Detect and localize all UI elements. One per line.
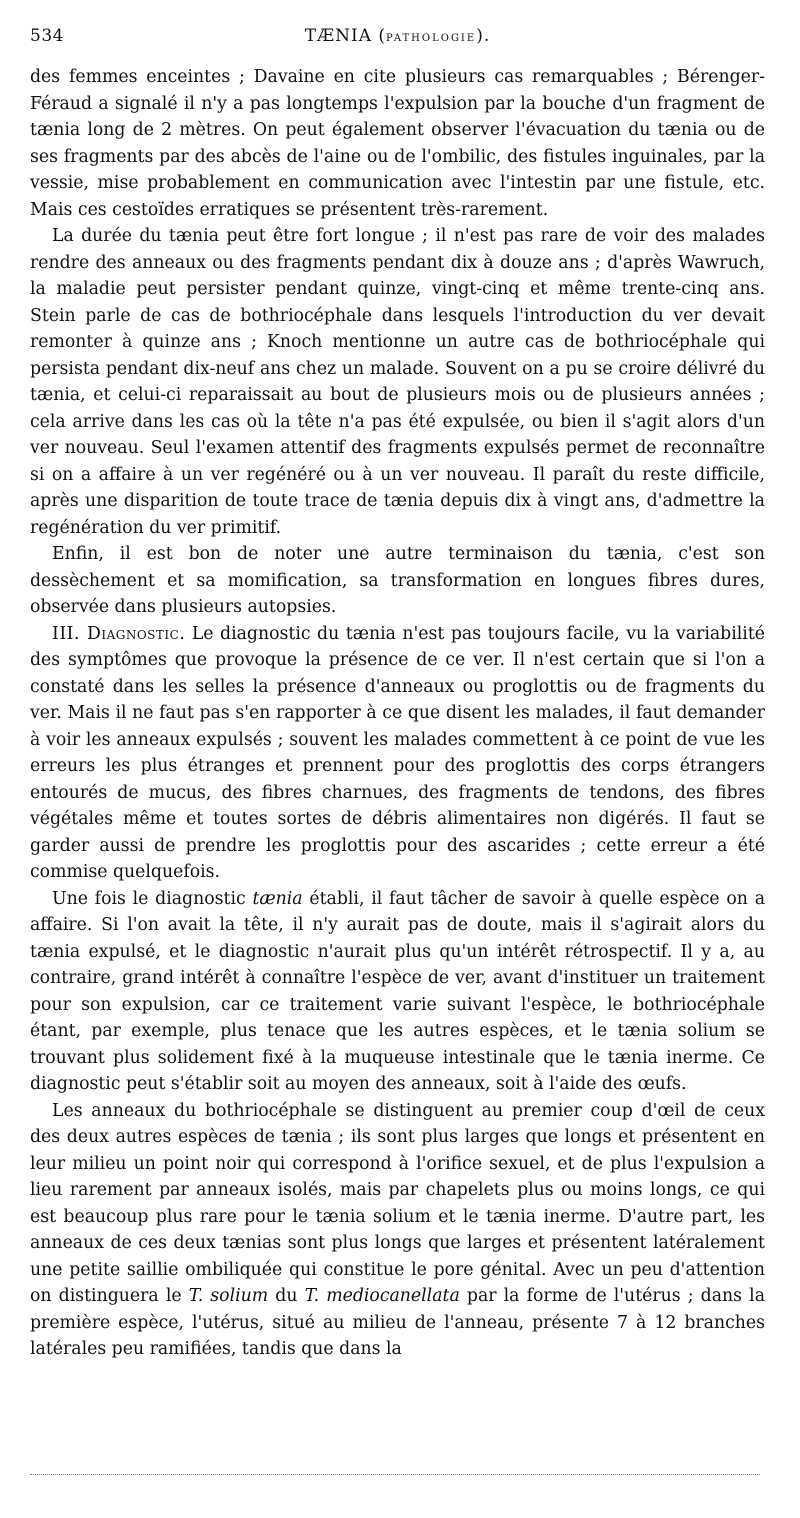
running-title-main: TÆNIA ( [304, 26, 387, 46]
paragraph-text: Le diagnostic du tænia n'est pas toujours facile, vu la variabilité des symptômes que provoque la présence de ce ver. Il n'est certain que si l'on a constaté dans les selles la présence d'anneaux ou proglottis ou de fragments du ver. Mais il ne faut pas s'en rapporter à ce que disent les malades, il faut demander à voir les anneaux expulsés ; souvent les malades commettent à ce point de vue les erreurs les plus étranges et prennent pour des proglottis des corps étrangers entourés de mucus, des fibres charnues, des fragments de tendons, des fibres végétales même et toutes sortes de débris alimentaires non digérés. Il faut se garder aussi de prendre les proglottis pour des ascarides ; cette erreur a été commise quelquefois. [30, 623, 765, 882]
paragraph-text: Les anneaux du bothriocéphale se distinguent au premier coup d'œil de ceux des deux autres espèces de tænia ; ils sont plus larges que longs et présentent en leur milieu un point noir qui correspond à l'orifice sexuel, et de plus l'expulsion a lieu rarement par anneaux isolés, mais par chapelets plus ou moins longs, ce qui est beaucoup plus rare pour le tænia solium et le tænia inerme. D'autre part, les anneaux de ces deux tænias sont plus longs que larges et présentent latéralement une petite saillie ombiliquée qui constitue le pore génital. Avec un peu d'attention on distinguera le [30, 1100, 765, 1306]
running-title [30, 26, 765, 46]
paragraph: La durée du tænia peut être fort longue ; il n'est pas rare de voir des malades rendre des anneaux ou des fragments pendant dix à douze ans ; d'après Wawruch, la maladie peut persister pendant quinze, vingt-cinq et même trente-cinq ans. Stein parle de cas de bothriocéphale dans lesquels l'introduction du ver devait remonter à quinze ans ; Knoch mentionne un autre cas de bothriocéphale qui persista pendant dix-neuf ans chez un malade. Souvent on a pu se croire délivré du tænia, et celui-ci reparaissait au bout de plusieurs mois ou de plusieurs années ; cela arrive dans les cas où la tête n'a pas été expulsée, ou bien il s'agit alors d'un ver nouveau. Seul l'examen attentif des fragments expulsés permet de reconnaître si on a affaire à un ver regénéré ou à un ver nouveau. Il paraît du reste difficile, après une disparition de toute trace de tænia depuis dix à vingt ans, d'admettre la regénération du ver primitif. [30, 226, 765, 538]
body-text [30, 64, 765, 1363]
running-header [30, 26, 765, 54]
italic-term: T. solium [188, 1286, 269, 1306]
paragraph-text: du [275, 1286, 298, 1306]
running-title-sub: pathologie [386, 29, 477, 45]
italic-term: tænia [252, 888, 303, 909]
paragraph [30, 886, 765, 1098]
footer-rule [30, 1474, 760, 1475]
paragraph-text: Une fois le diagnostic [52, 888, 246, 909]
page [30, 26, 765, 1363]
paragraph: Enfin, il est bon de noter une autre terminaison du tænia, c'est son dessèchement et sa momification, sa transformation en longues fibres dures, observée dans plusieurs autopsies. [30, 544, 765, 617]
paragraph [30, 1098, 765, 1363]
section-heading: III. Diagnostic. [52, 623, 186, 644]
page-number: 534 [30, 26, 64, 46]
paragraph: des femmes enceintes ; Davaine en cite plusieurs cas remarquables ; Bérenger-Féraud a signalé il n'y a pas longtemps l'expulsion par la bouche d'un fragment de tænia long de 2 mètres. On peut également observer l'évacuation du tænia ou de ses fragments par des abcès de l'aine ou de l'ombilic, des fistules inguinales, par la vessie, mise probablement en communication avec l'intestin par une fistule, etc. Mais ces cestoïdes erratiques se présentent très-rarement. [30, 67, 765, 220]
paragraph-text: établi, il faut tâcher de savoir à quelle espèce on a affaire. Si l'on avait la tête, il n'y aurait pas de doute, mais il s'agirait alors du tænia expulsé, et le diagnostic n'aurait plus qu'un intérêt rétrospectif. Il y a, au contraire, grand intérêt à connaître l'espèce de ver, avant d'instituer un traitement pour son expulsion, car ce traitement varie suivant l'espèce, le bothriocéphale étant, par exemple, plus tenace que les autres espèces, et le tænia solium se trouvant plus solidement fixé à la muqueuse intestinale que le tænia inerme. Ce diagnostic peut s'établir soit au moyen des anneaux, soit à l'aide des œufs. [30, 888, 765, 1094]
running-title-close: ). [476, 26, 491, 46]
italic-term: T. mediocanellata [304, 1286, 460, 1306]
paragraph [30, 621, 765, 886]
paragraph-text: par la forme de l'utérus ; dans la première espèce, l'utérus, situé au milieu de l'anneau, présente 7 à 12 branches latérales peu ramifiées, tandis que dans la [30, 1286, 765, 1359]
